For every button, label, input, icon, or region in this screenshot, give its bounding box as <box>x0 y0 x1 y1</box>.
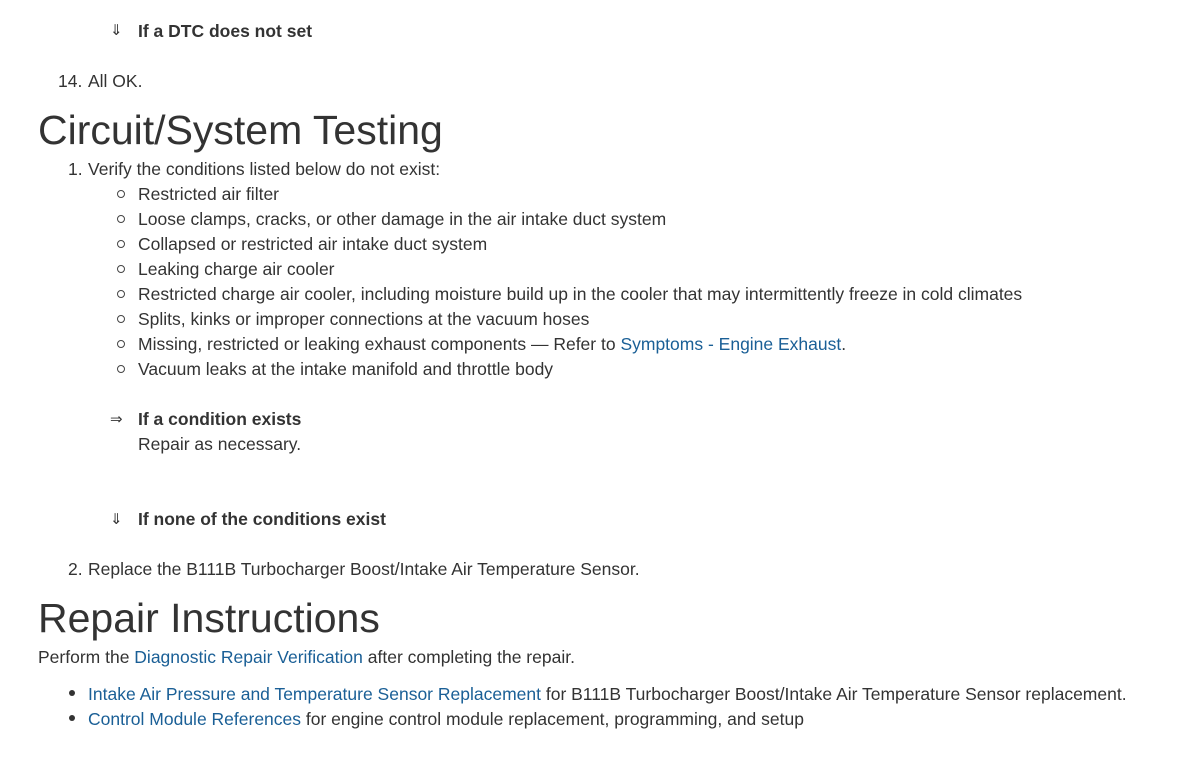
condition-item: Leaking charge air cooler <box>138 259 335 279</box>
bullet-circle-icon <box>117 215 125 223</box>
condition-item: Restricted air filter <box>138 184 280 204</box>
result-dtc-not-set: If a DTC does not set <box>138 21 313 41</box>
step-14-text: All OK. <box>88 71 143 91</box>
condition-item-exhaust <box>138 334 846 355</box>
repair-action-text: Repair as necessary. <box>138 434 302 454</box>
step-1-number: 1. <box>68 159 83 179</box>
control-module-references-link[interactable]: Control Module References <box>88 709 302 729</box>
bullet-circle-icon <box>117 365 125 373</box>
condition-item: Loose clamps, cracks, or other damage in the air intake duct system <box>138 209 667 229</box>
repair-list-item <box>88 684 1127 705</box>
condition-item: Splits, kinks or improper connections at the vacuum hoses <box>138 309 590 329</box>
condition-item: Restricted charge air cooler, including moisture build up in the cooler that may intermittently freeze in cold climates <box>138 284 1023 304</box>
bullet-circle-icon <box>117 240 125 248</box>
bullet-circle-icon <box>117 340 125 348</box>
repair-instructions-heading: Repair Instructions <box>38 595 380 641</box>
result-condition-exists: If a condition exists <box>138 409 302 429</box>
condition-item: Vacuum leaks at the intake manifold and throttle body <box>138 359 554 379</box>
condition-suffix: . <box>841 334 847 354</box>
down-arrow-icon: ⇓ <box>110 21 123 39</box>
circuit-testing-heading: Circuit/System Testing <box>38 107 443 153</box>
step-1-text: Verify the conditions listed below do not exist: <box>88 159 441 179</box>
repair-item-text: for engine control module replacement, programming, and setup <box>301 709 804 729</box>
repair-intro <box>38 647 575 668</box>
step-2-number: 2. <box>68 559 83 579</box>
repair-item-text: for B111B Turbocharger Boost/Intake Air Temperature Sensor replacement. <box>540 684 1127 704</box>
condition-text: Missing, restricted or leaking exhaust components — Refer to <box>138 334 621 354</box>
diagnostic-repair-verification-link[interactable]: Diagnostic Repair Verification <box>134 647 363 667</box>
symptoms-engine-exhaust-link[interactable]: Symptoms - Engine Exhaust <box>620 334 842 354</box>
bullet-circle-icon <box>117 290 125 298</box>
down-arrow-icon: ⇓ <box>110 510 123 528</box>
bullet-disc-icon <box>69 690 75 696</box>
bullet-circle-icon <box>117 315 125 323</box>
step-2-text: Replace the B111B Turbocharger Boost/Intake Air Temperature Sensor. <box>88 559 640 579</box>
condition-item: Collapsed or restricted air intake duct system <box>138 234 488 254</box>
bullet-disc-icon <box>69 715 75 721</box>
repair-list-item <box>88 709 804 730</box>
bullet-circle-icon <box>117 265 125 273</box>
repair-intro-prefix: Perform the <box>38 647 135 667</box>
bullet-circle-icon <box>117 190 125 198</box>
result-none-exist: If none of the conditions exist <box>138 509 386 529</box>
repair-intro-suffix: after completing the repair. <box>362 647 575 667</box>
step-14-number: 14. <box>58 71 83 91</box>
right-double-arrow-icon: ⇒ <box>110 410 123 428</box>
sensor-replacement-link[interactable]: Intake Air Pressure and Temperature Sensor Replacement <box>88 684 541 704</box>
